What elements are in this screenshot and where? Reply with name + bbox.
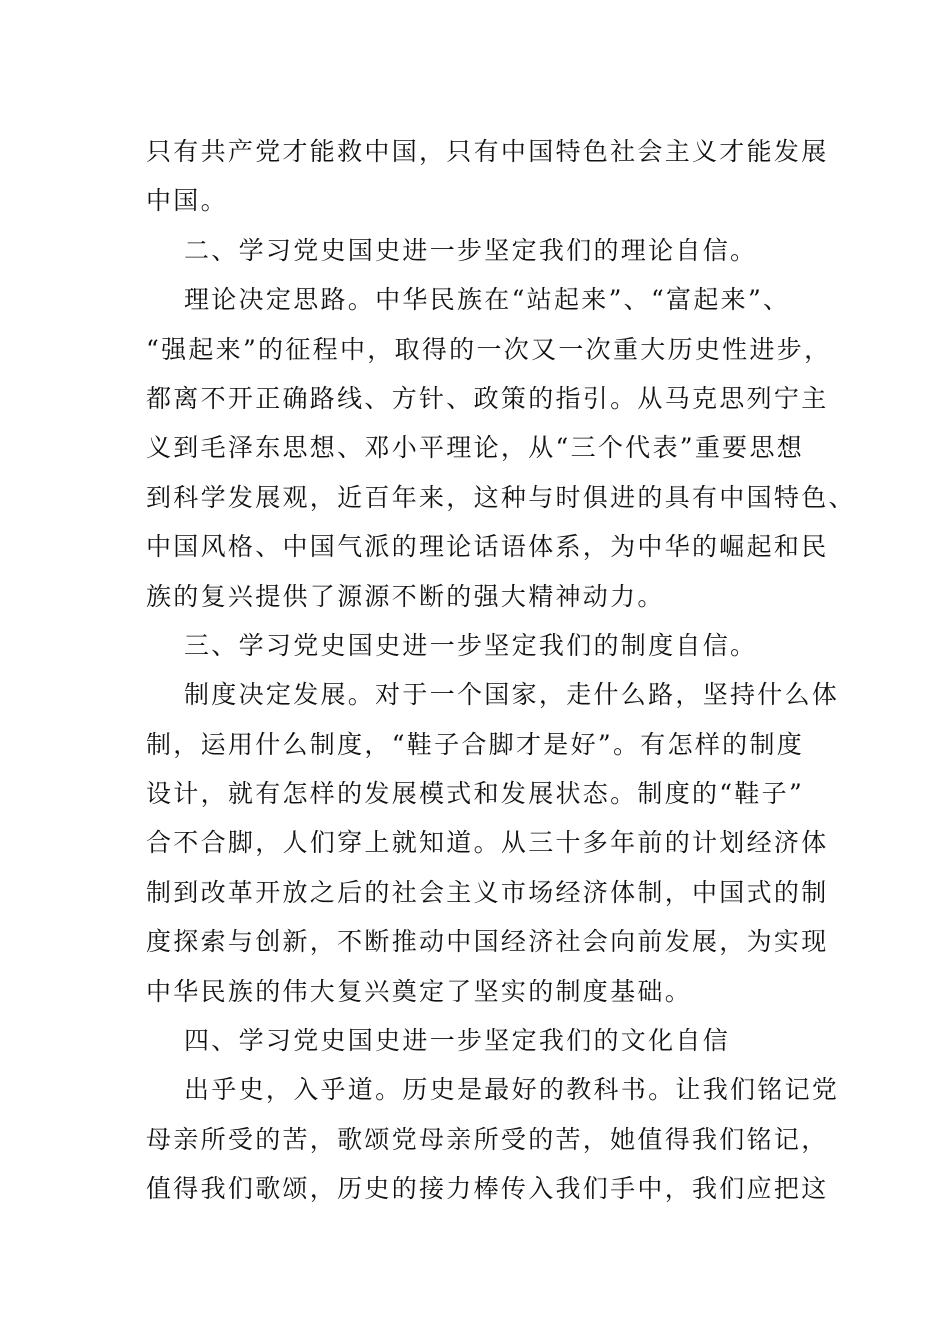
text-line: 中国。	[146, 186, 228, 216]
text-line: 都离不开正确路线、方针、政策的指引。从马克思列宁主	[146, 383, 829, 413]
text-line: 度探索与创新，不断推动中国经济社会向前发展，为实现	[146, 927, 829, 957]
section-heading-2: 二、学习党史国史进一步坚定我们的理论自信。	[184, 235, 758, 265]
text-line: 理论决定思路。中华民族在“站起来”、“富起来”、	[184, 285, 791, 315]
text-line: 中国风格、中国气派的理论话语体系，为中华的崛起和民	[146, 532, 829, 562]
text-line: 母亲所受的苦，歌颂党母亲所受的苦，她值得我们铭记，	[146, 1124, 829, 1154]
text-line: 制到改革开放之后的社会主义市场经济体制，中国式的制	[146, 877, 829, 907]
text-line: 只有共产党才能救中国，只有中国特色社会主义才能发展	[146, 137, 829, 166]
text-line: 制度决定发展。对于一个国家，走什么路，坚持什么体	[184, 680, 840, 710]
text-line: 出乎史，入乎道。历史是最好的教科书。让我们铭记党	[184, 1075, 840, 1105]
document-body	[146, 127, 856, 1214]
text-line: 族的复兴提供了源源不断的强大精神动力。	[146, 581, 665, 611]
text-line: 义到毛泽东思想、邓小平理论，从“三个代表”重要思想	[146, 433, 805, 463]
text-line: “强起来”的征程中，取得的一次又一次重大历史性进步，	[146, 334, 832, 364]
text-line: 设计，就有怎样的发展模式和发展状态。制度的“鞋子”	[146, 779, 805, 809]
section-heading-3: 三、学习党史国史进一步坚定我们的制度自信。	[184, 630, 758, 660]
text-line: 制，运用什么制度，“鞋子合脚才是好”。有怎样的制度	[146, 729, 805, 759]
text-line: 值得我们歌颂，历史的接力棒传入我们手中，我们应把这	[146, 1174, 829, 1204]
text-line: 合不合脚，人们穿上就知道。从三十多年前的计划经济体	[146, 828, 829, 858]
text-line: 中华民族的伟大复兴奠定了坚实的制度基础。	[146, 976, 693, 1006]
text-line: 到科学发展观，近百年来，这种与时俱进的具有中国特色、	[146, 482, 856, 512]
section-heading-4: 四、学习党史国史进一步坚定我们的文化自信	[184, 1026, 731, 1056]
